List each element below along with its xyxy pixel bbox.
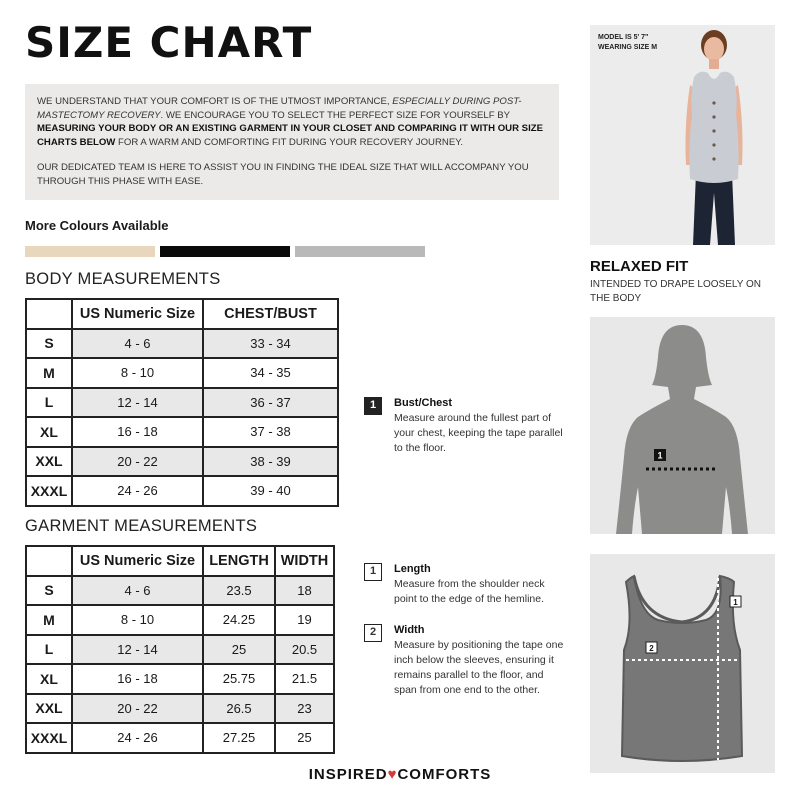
value-cell: 23 bbox=[275, 694, 334, 724]
value-cell: 12 - 14 bbox=[72, 388, 203, 418]
model-size: WEARING SIZE M bbox=[598, 44, 658, 51]
brand-name-left: INSPIRED bbox=[308, 766, 388, 783]
fit-description: INTENDED TO DRAPE LOOSELY ON THE BODY bbox=[590, 279, 761, 304]
table-header: US Numeric Size bbox=[72, 299, 203, 329]
table-row bbox=[26, 358, 338, 388]
table-row bbox=[26, 329, 338, 359]
value-cell: 26.5 bbox=[203, 694, 275, 724]
size-cell: L bbox=[26, 388, 72, 418]
colour-swatch-black[interactable] bbox=[160, 246, 290, 257]
value-cell: 21.5 bbox=[275, 664, 334, 694]
value-cell: 8 - 10 bbox=[72, 358, 203, 388]
table-row bbox=[26, 576, 334, 606]
intro-text-box bbox=[25, 84, 559, 200]
size-cell: S bbox=[26, 576, 72, 606]
instruction-text: Measure around the fullest part of your chest, keeping the tape parallel to the floor. bbox=[394, 412, 563, 454]
diagram-label-bust: 1 bbox=[657, 450, 663, 461]
value-cell: 12 - 14 bbox=[72, 635, 203, 665]
tank-top-illustration bbox=[590, 554, 775, 773]
table-header: WIDTH bbox=[275, 546, 334, 576]
value-cell: 19 bbox=[275, 605, 334, 635]
length-instruction bbox=[364, 562, 564, 607]
model-photo bbox=[590, 25, 775, 245]
colour-swatch-grey[interactable] bbox=[295, 246, 425, 257]
table-row bbox=[26, 664, 334, 694]
table-row bbox=[26, 605, 334, 635]
value-cell: 18 bbox=[275, 576, 334, 606]
model-note bbox=[598, 33, 657, 53]
instruction-text: Measure from the shoulder neck point to the edge of the hemline. bbox=[394, 578, 545, 605]
value-cell: 34 - 35 bbox=[203, 358, 338, 388]
body-silhouette-diagram bbox=[590, 317, 775, 534]
colour-swatches bbox=[25, 246, 425, 257]
intro-text: FOR A WARM AND COMFORTING FIT DURING YOUR RECOVERY JOURNEY. bbox=[115, 136, 464, 148]
intro-paragraph-2: OUR DEDICATED TEAM IS HERE TO ASSIST YOU IN FINDING THE IDEAL SIZE THAT WILL ACCOMPANY YOU THROUGH THIS PHASE WITH EASE. bbox=[37, 162, 529, 187]
size-cell: M bbox=[26, 358, 72, 388]
table-row bbox=[26, 723, 334, 753]
width-instruction bbox=[364, 623, 564, 698]
brand-name-right: COMFORTS bbox=[397, 766, 492, 783]
step-number-badge: 2 bbox=[364, 624, 382, 642]
value-cell: 25.75 bbox=[203, 664, 275, 694]
intro-bold: MEASURING YOUR BODY OR AN EXISTING GARMENT IN YOUR CLOSET AND COMPARING IT WITH OUR SIZE CHARTS BELOW bbox=[37, 123, 544, 148]
value-cell: 25 bbox=[275, 723, 334, 753]
instruction-title: Length bbox=[394, 563, 431, 575]
instruction-title: Bust/Chest bbox=[394, 397, 453, 409]
value-cell: 4 - 6 bbox=[72, 329, 203, 359]
intro-emphasis: ESPECIALLY DURING POST-MASTECTOMY RECOVERY bbox=[37, 96, 522, 121]
value-cell: 8 - 10 bbox=[72, 605, 203, 635]
intro-paragraph-1 bbox=[37, 95, 547, 149]
step-number-badge: 1 bbox=[364, 563, 382, 581]
heart-icon: ♥ bbox=[387, 766, 398, 783]
size-cell: XXL bbox=[26, 447, 72, 477]
value-cell: 20 - 22 bbox=[72, 447, 203, 477]
instruction-text: Measure by positioning the tape one inch below the sleeves, ensuring it remains parallel to the floor, and span from one end to the other. bbox=[394, 639, 564, 696]
table-row bbox=[26, 388, 338, 418]
more-colours-label: More Colours Available bbox=[25, 218, 169, 233]
diagram-label-length: 1 bbox=[733, 598, 738, 607]
intro-text: WE UNDERSTAND THAT YOUR COMFORT IS OF THE UTMOST IMPORTANCE, bbox=[37, 96, 393, 107]
model-height: MODEL IS 5' 7" bbox=[598, 34, 649, 41]
table-header bbox=[26, 299, 72, 329]
table-row bbox=[26, 476, 338, 506]
value-cell: 39 - 40 bbox=[203, 476, 338, 506]
garment-diagram bbox=[590, 554, 775, 773]
value-cell: 36 - 37 bbox=[203, 388, 338, 418]
instruction-title: Width bbox=[394, 624, 425, 636]
size-cell: XXXL bbox=[26, 723, 72, 753]
table-row bbox=[26, 635, 334, 665]
diagram-label-width: 2 bbox=[649, 644, 654, 653]
value-cell: 16 - 18 bbox=[72, 664, 203, 694]
fit-title: RELAXED FIT bbox=[590, 258, 689, 275]
value-cell: 25 bbox=[203, 635, 275, 665]
table-header: LENGTH bbox=[203, 546, 275, 576]
table-row bbox=[26, 447, 338, 477]
size-cell: XXL bbox=[26, 694, 72, 724]
value-cell: 24.25 bbox=[203, 605, 275, 635]
garment-measurements-title: GARMENT MEASUREMENTS bbox=[25, 517, 258, 535]
intro-text: . WE ENCOURAGE YOU TO SELECT THE PERFECT SIZE FOR YOURSELF BY bbox=[160, 109, 510, 121]
garment-measurements-table bbox=[25, 545, 335, 754]
table-header: US Numeric Size bbox=[72, 546, 203, 576]
table-header: CHEST/BUST bbox=[203, 299, 338, 329]
value-cell: 4 - 6 bbox=[72, 576, 203, 606]
size-cell: S bbox=[26, 329, 72, 359]
value-cell: 20.5 bbox=[275, 635, 334, 665]
size-cell: XL bbox=[26, 664, 72, 694]
page-title: SIZE CHART bbox=[25, 18, 313, 67]
size-cell: L bbox=[26, 635, 72, 665]
size-cell: M bbox=[26, 605, 72, 635]
table-row bbox=[26, 417, 338, 447]
value-cell: 38 - 39 bbox=[203, 447, 338, 477]
value-cell: 27.25 bbox=[203, 723, 275, 753]
value-cell: 23.5 bbox=[203, 576, 275, 606]
table-row bbox=[26, 694, 334, 724]
model-figure-illustration bbox=[590, 25, 775, 245]
step-number-badge: 1 bbox=[364, 397, 382, 415]
body-measurements-table bbox=[25, 298, 339, 507]
value-cell: 20 - 22 bbox=[72, 694, 203, 724]
value-cell: 37 - 38 bbox=[203, 417, 338, 447]
value-cell: 16 - 18 bbox=[72, 417, 203, 447]
size-cell: XL bbox=[26, 417, 72, 447]
table-header bbox=[26, 546, 72, 576]
body-silhouette-illustration bbox=[590, 317, 775, 534]
body-measurements-title: BODY MEASUREMENTS bbox=[25, 270, 221, 288]
size-cell: XXXL bbox=[26, 476, 72, 506]
brand-logo bbox=[0, 766, 800, 783]
value-cell: 24 - 26 bbox=[72, 723, 203, 753]
value-cell: 24 - 26 bbox=[72, 476, 203, 506]
bust-instruction bbox=[364, 396, 564, 456]
value-cell: 33 - 34 bbox=[203, 329, 338, 359]
colour-swatch-beige[interactable] bbox=[25, 246, 155, 257]
